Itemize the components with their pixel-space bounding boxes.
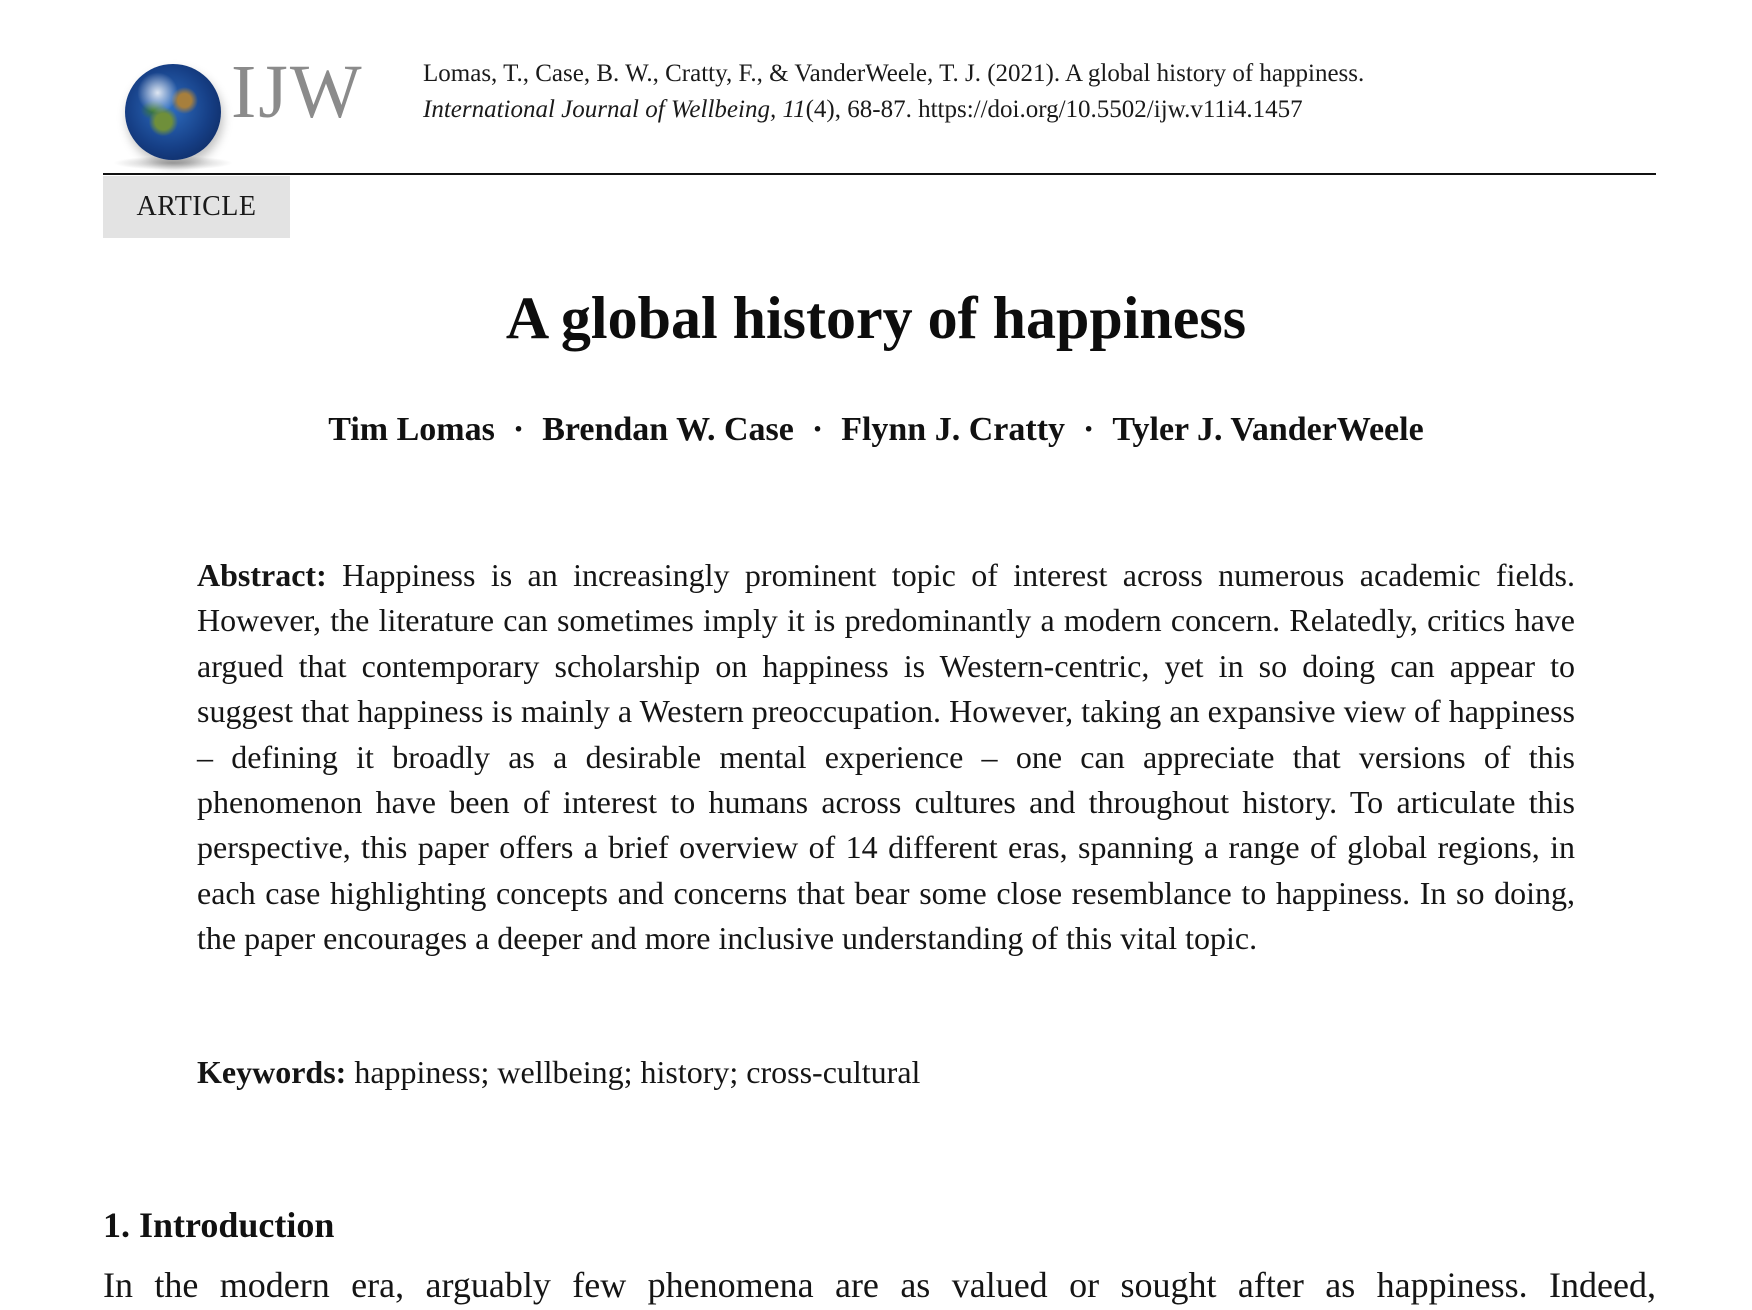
abstract-label: Abstract: bbox=[197, 557, 327, 593]
keywords-label: Keywords: bbox=[197, 1054, 347, 1090]
introduction-text: In the modern era, arguably few phenomena are as valued or sought after as happiness. Indeed, bbox=[103, 1265, 1656, 1305]
citation-line-1: Lomas, T., Case, B. W., Cratty, F., & VanderWeele, T. J. (2021). A global history of happiness. bbox=[423, 60, 1365, 87]
logo-text: IJW bbox=[231, 50, 364, 134]
author-separator: · bbox=[1083, 411, 1095, 448]
citation-journal: International Journal of Wellbeing, 11 bbox=[423, 96, 806, 123]
abstract-text: Happiness is an increasingly prominent topic of interest across numerous academic fields. However, the literature can sometimes imply it is predominantly a modern concern. Relatedly, critics have argued that contemporary scholarship on happiness is Western-centric, yet in so doing can appear to suggest that happiness is mainly a Western preoccupation. However, taking an expansive view of happiness – defining it broadly as a desirable mental experience – one can appreciate that versions of this phenomenon have been of interest to humans across cultures and throughout history. To articulate this perspective, this paper offers a brief overview of 14 different eras, spanning a range of global regions, in each case highlighting concepts and concerns that bear some close resemblance to happiness. In so doing, the paper encourages a deeper and more inclusive understanding of this vital topic. bbox=[197, 557, 1576, 957]
author-separator: · bbox=[811, 411, 824, 448]
section-heading-introduction: 1. Introduction bbox=[103, 1205, 335, 1245]
author-name: Brendan W. Case bbox=[542, 411, 794, 448]
author-name: Tyler J. VanderWeele bbox=[1112, 411, 1424, 448]
keywords-text: happiness; wellbeing; history; cross-cultural bbox=[354, 1054, 921, 1090]
paper-title: A global history of happiness bbox=[505, 285, 1247, 351]
header-divider bbox=[103, 173, 1656, 175]
keywords bbox=[197, 1050, 1575, 1095]
journal-header bbox=[103, 48, 1659, 174]
author-separator: · bbox=[512, 411, 525, 448]
abstract bbox=[197, 553, 1575, 962]
citation-line-2 bbox=[423, 92, 1623, 128]
journal-logo[interactable] bbox=[103, 48, 373, 174]
article-type-badge: ARTICLE bbox=[103, 176, 290, 238]
author-name: Flynn J. Cratty bbox=[841, 411, 1066, 448]
citation-doi[interactable]: (4), 68-87. https://doi.org/10.5502/ijw.v11i4.1457 bbox=[805, 96, 1303, 123]
author-list bbox=[0, 408, 1752, 452]
citation bbox=[423, 56, 1623, 128]
author-name: Tim Lomas bbox=[328, 411, 495, 448]
globe-icon bbox=[125, 64, 221, 160]
